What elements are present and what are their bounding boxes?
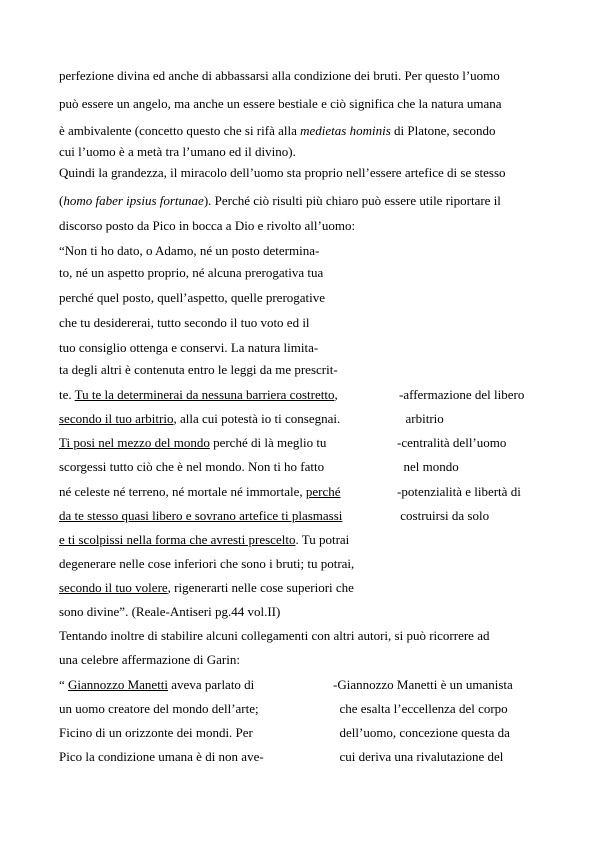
latin-term: homo faber ipsius fortunae	[63, 193, 204, 208]
latin-term: medietas hominis	[300, 123, 391, 138]
text-line: una celebre affermazione di Garin:	[59, 652, 240, 667]
quote-line: “ Giannozzo Manetti aveva parlato di	[59, 677, 255, 692]
margin-note: cui deriva una rivalutazione del	[333, 749, 504, 764]
quote-line: secondo il tuo arbitrio, alla cui potestà io ti consegnai.	[59, 411, 341, 426]
text-line: è ambivalente (concetto questo che si rifà alla medietas hominis di Platone, secondo	[59, 123, 496, 138]
quote-line: che tu desidererai, tutto secondo il tuo voto ed il	[59, 315, 310, 330]
margin-note: nel mondo	[397, 459, 459, 474]
quote-line: perché quel posto, quell’aspetto, quelle prerogative	[59, 290, 326, 305]
text-line: Quindi la grandezza, il miracolo dell’uomo sta proprio nell’essere artefice di se stesso	[59, 165, 506, 180]
text-line: può essere un angelo, ma anche un essere bestiale e ciò significa che la natura umana	[59, 96, 502, 111]
underlined-phrase: Ti posi nel mezzo del mondo	[59, 435, 210, 450]
underlined-phrase: da te stesso quasi libero e sovrano artefice ti plasmassi	[59, 508, 343, 523]
margin-note: arbitrio	[399, 411, 444, 426]
quote-line: Ficino di un orizzonte dei mondi. Per	[59, 725, 253, 740]
underlined-phrase: Giannozzo Manetti	[68, 677, 169, 692]
quote-line: ta degli altri è contenuta entro le leggi da me prescrit-	[59, 362, 338, 377]
quote-line: tuo consiglio ottenga e conservi. La natura limita-	[59, 340, 319, 355]
margin-note: -Giannozzo Manetti è un umanista	[333, 677, 513, 692]
underlined-phrase: Tu te la determinerai da nessuna barriera costretto	[74, 387, 335, 402]
margin-note: -centralità dell’uomo	[397, 435, 507, 450]
quote-line: un uomo creatore del mondo dell’arte;	[59, 701, 259, 716]
underlined-phrase: secondo il tuo volere	[59, 580, 168, 595]
text-line: Tentando inoltre di stabilire alcuni collegamenti con altri autori, si può ricorrere ad	[59, 628, 490, 643]
quote-line	[59, 508, 342, 524]
quote-line: “Non ti ho dato, o Adamo, né un posto determina-	[59, 243, 320, 258]
quote-line: te. Tu te la determinerai da nessuna barriera costretto,	[59, 387, 338, 402]
quote-line: scorgessi tutto ciò che è nel mondo. Non ti ho fatto	[59, 459, 325, 474]
quote-line: né celeste né terreno, né mortale né immortale, perché	[59, 484, 341, 499]
quote-line: sono divine”. (Reale-Antiseri pg.44 vol.II)	[59, 604, 281, 619]
quote-line: e ti scolpissi nella forma che avresti prescelto. Tu potrai	[59, 532, 350, 547]
margin-note: che esalta l’eccellenza del corpo	[333, 701, 508, 716]
quote-line: secondo il tuo volere, rigenerarti nelle cose superiori che	[59, 580, 354, 595]
quote-line: Ti posi nel mezzo del mondo perché di là meglio tu	[59, 435, 327, 450]
text-line: (homo faber ipsius fortunae). Perché ciò risulti più chiaro può essere utile riportare il	[59, 193, 501, 208]
underlined-phrase: secondo il tuo arbitrio	[59, 411, 174, 426]
underlined-phrase: perché	[305, 484, 341, 499]
underlined-phrase: e ti scolpissi nella forma che avresti prescelto	[59, 532, 296, 547]
margin-note: costruirsi da solo	[397, 508, 490, 523]
text-line: discorso posto da Pico in bocca a Dio e rivolto all’uomo:	[59, 218, 356, 233]
quote-line: Pico la condizione umana è di non ave-	[59, 749, 264, 764]
text-line: cui l’uomo è a metà tra l’umano ed il divino).	[59, 144, 296, 159]
margin-note: -affermazione del libero	[399, 387, 525, 402]
quote-line: to, né un aspetto proprio, né alcuna prerogativa tua	[59, 265, 324, 280]
margin-note: -potenzialità e libertà di	[397, 484, 521, 499]
quote-line: degenerare nelle cose inferiori che sono i bruti; tu potrai,	[59, 556, 355, 571]
margin-note: dell’uomo, concezione questa da	[333, 725, 510, 740]
text-line: perfezione divina ed anche di abbassarsi alla condizione dei bruti. Per questo l’uomo	[59, 68, 500, 83]
